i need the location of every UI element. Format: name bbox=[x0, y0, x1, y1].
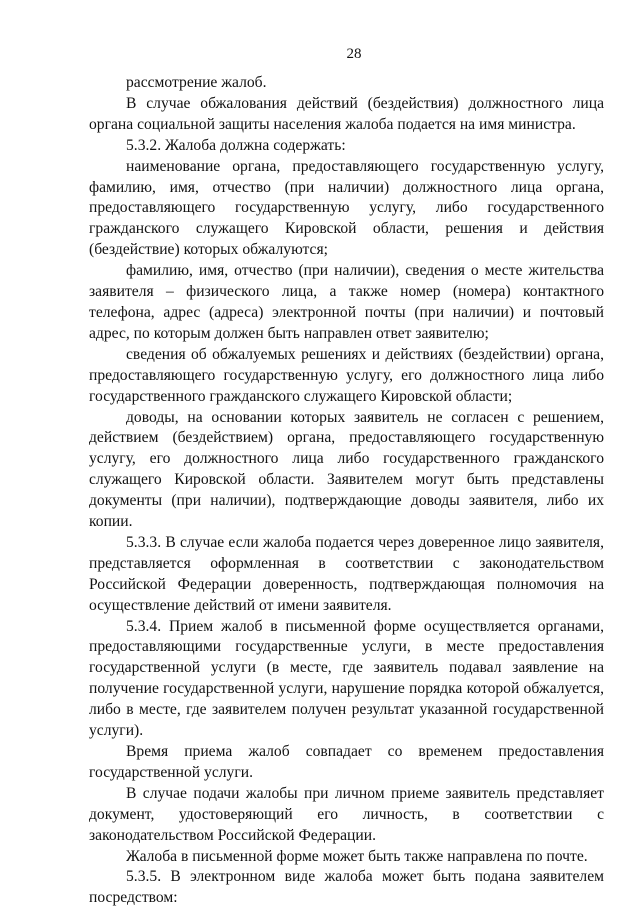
paragraph-complaint-review-end: рассмотрение жалоб. bbox=[126, 74, 267, 91]
page-number: 28 bbox=[346, 46, 362, 62]
paragraph-organ-name: наименование органа, предоставляющего государственную услугу, фамилию, имя, отчество (при наличии) должностного лица органа, предоставляющего государственную услугу, либо государственного гражданского служащего Кировской области, решения и действия (бездействие) которых обжалуются; bbox=[89, 157, 604, 259]
paragraph-5-3-4-written-form: 5.3.4. Прием жалоб в письменной форме осуществляется органами, предоставляющими государственные услуги, в месте предоставления государственной услуги (в месте, где заявитель подавал заявление на получение государственной услуги, нарушение порядка которой обжалуется, либо в месте, где заявителем получен результат указанной государственной услуги). bbox=[89, 617, 604, 740]
paragraph-applicant-details: фамилию, имя, отчество (при наличии), сведения о месте жительства заявителя – физического лица, а также номер (номера) контактного телефона, адрес (адреса) электронной почты (при наличии) и почтовый адрес, по которым должен быть направлен ответ заявителю; bbox=[89, 262, 604, 342]
paragraph-personal-reception: В случае подачи жалобы при личном приеме заявитель представляет документ, удостоверяющий его личность, в соответствии с законодательством Российской Федерации. bbox=[89, 784, 604, 844]
paragraph-appeal-to-minister: В случае обжалования действий (бездействия) должностного лица органа социальной защиты населения жалоба подается на имя министра. bbox=[89, 94, 604, 133]
paragraph-5-3-5-electronic: 5.3.5. В электронном виде жалоба может быть подана заявителем посредством: bbox=[89, 868, 604, 907]
paragraph-appealed-decisions: сведения об обжалуемых решениях и действиях (бездействии) органа, предоставляющего государственную услугу, его должностного лица либо государственного гражданского служащего Кировской области; bbox=[89, 345, 604, 405]
paragraph-arguments: доводы, на основании которых заявитель не согласен с решением, действием (бездействием) органа, предоставляющего государственную услугу, его должностного лица либо государственного гражданского служащего Кировской области. Заявителем могут быть представлены документы (при наличии), подтверждающие доводы заявителя, либо их копии. bbox=[89, 408, 604, 531]
paragraph-5-3-3-proxy: 5.3.3. В случае если жалоба подается через доверенное лицо заявителя, представляется оформленная в соответствии с законодательством Российской Федерации доверенность, подтверждающая полномочия на осуществление действий от имени заявителя. bbox=[89, 533, 604, 614]
paragraph-reception-time: Время приема жалоб совпадает со временем предоставления государственной услуги. bbox=[89, 743, 604, 781]
paragraph-5-3-2-heading: 5.3.2. Жалоба должна содержать: bbox=[126, 136, 346, 154]
paragraph-postal: Жалоба в письменной форме может быть также направлена по почте. bbox=[126, 847, 588, 865]
document-body bbox=[89, 73, 604, 909]
